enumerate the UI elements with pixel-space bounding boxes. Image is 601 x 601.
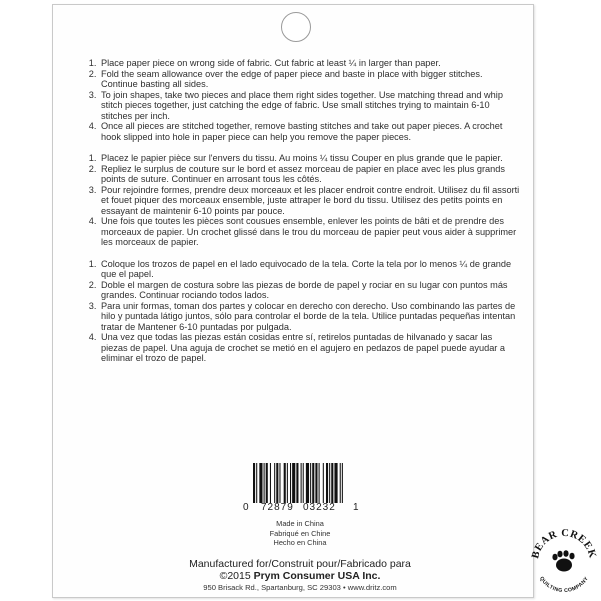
instructions-spanish (88, 259, 520, 364)
barcode (253, 463, 345, 503)
origin-english: Made in China (276, 519, 324, 528)
instruction-step: 4. Una vez que todas las piezas están cosidas entre sí, retirelos puntadas de hilvanado y sacar las piezas de papel. Una aguja de crochet se metió en el agujero en pedazos de papel puede ayudar a eliminar el trozo de papel. (99, 332, 520, 364)
instruction-step: 4. Une fois que toutes les pièces sont cousues ensemble, enlever les points de bâti et de prendre des morceaux de papier. Un crochet glissé dans le trou du morceau de papier peut vous aider à supprimer les morceaux de papier. (99, 216, 520, 248)
instructions (88, 58, 520, 375)
country-of-origin (230, 519, 370, 548)
instruction-step: 1. Coloque los trozos de papel en el lado equivocado de la tela. Corte la tela por lo menos ¼ de grande que el papel. (99, 259, 520, 280)
bear-paw-icon (552, 550, 574, 571)
manufactured-for: Manufactured for/Construit pour/Fabricado para (189, 558, 411, 570)
logo-bottom-text: QUILTING COMPANY (538, 575, 590, 595)
instruction-step: 3. To join shapes, take two pieces and place them right sides together. Use matching thread and whip stitch pieces together, just catching the edge of fabric. Use small stitches trying to maintain 6-10 stitches per inch. (99, 90, 520, 122)
hang-hole (281, 12, 311, 42)
instruction-step: 3. Pour rejoindre formes, prendre deux morceaux et les placer endroit contre endroit. Utilisez du fil assorti et fouet piquer des morceaux ensemble, juste attraper le bord du tissu. Utilisez des petits points en essayant de maintenir 6-10 points par pouce. (99, 185, 520, 217)
origin-spanish: Hecho en China (273, 538, 327, 548)
instruction-step: 4. Once all pieces are stitched together, remove basting stitches and take out paper pieces. A crochet hook slipped into hole in paper piece can help you remove the paper pieces. (99, 121, 520, 142)
barcode-digits-right: 03232 (303, 502, 336, 513)
barcode-digit-last: 1 (353, 502, 360, 513)
instructions-french (88, 153, 520, 248)
bear-creek-logo (528, 524, 600, 596)
copyright-line (150, 570, 450, 582)
instruction-step: 1. Place paper piece on wrong side of fabric. Cut fabric at least ¼ in larger than paper. (99, 58, 520, 69)
instruction-step: 2. Fold the seam allowance over the edge of paper piece and baste in place with bigger stitches. Continue basting all sides. (99, 69, 520, 90)
barcode-digits-left: 72879 (261, 502, 294, 513)
company-name: Prym Consumer USA Inc. (253, 570, 381, 582)
barcode-digit-first: 0 (243, 502, 250, 513)
logo-top-text: BEAR CREEK (530, 527, 598, 560)
instruction-step: 1. Placez le papier pièce sur l'envers du tissu. Au moins ¼ tissu Couper en plus grande que le papier. (99, 153, 520, 164)
instruction-step: 2. Repliez le surplus de couture sur le bord et assez morceau de papier en place avec les plus grands points de suture. Continuer en arrosant tous les côtés. (99, 164, 520, 185)
instructions-english (88, 58, 520, 142)
copyright-year: ©2015 (219, 570, 254, 582)
company-address: 950 Brisack Rd., Spartanburg, SC 29303 • www.dritz.com (203, 583, 397, 592)
manufacturer-info (150, 558, 450, 593)
origin-french: Fabriqué en Chine (269, 528, 331, 538)
instruction-step: 2. Doble el margen de costura sobre las piezas de borde de papel y rociar en su lugar con puntos más grandes. Continuar rociando todos lados. (99, 280, 520, 301)
instruction-step: 3. Para unir formas, toman dos partes y colocar en derecho con derecho. Uso combinando las partes de hilo y puntada látigo juntos, sólo para controlar el borde de la tela. Utilice puntadas pequeñas intentan tratar de Mantener 6-10 puntadas por pulgada. (99, 301, 520, 333)
